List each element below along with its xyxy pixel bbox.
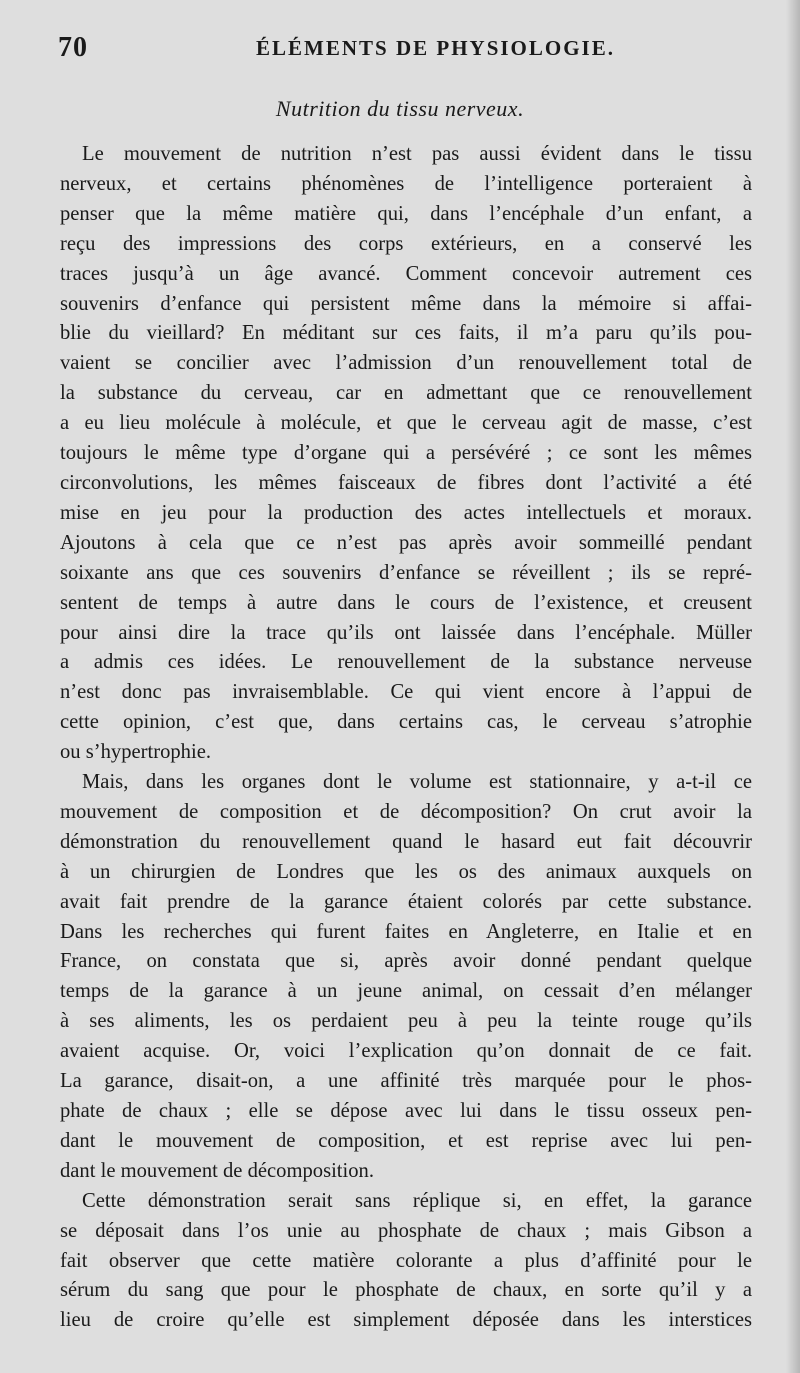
- text-line: reçu des impressions des corps extérieurs, en a conservé les: [60, 232, 752, 255]
- text-line: mise en jeu pour la production des actes intellectuels et moraux.: [60, 501, 752, 524]
- running-title: ÉLÉMENTS DE PHYSIOLOGIE.: [256, 36, 615, 60]
- text-line: Mais, dans les organes dont le volume est stationnaire, y a-t-il ce: [82, 771, 752, 794]
- text-line: phate de chaux ; elle se dépose avec lui dans le tissu osseux pen-: [60, 1100, 752, 1122]
- text-line: toujours le même type d’organe qui a persévéré ; ce sont les mêmes: [60, 442, 752, 465]
- text-line: a eu lieu molécule à molécule, et que le cerveau agit de masse, c’est: [60, 412, 752, 435]
- text-line: fait observer que cette matière colorante a plus d’affinité pour le: [60, 1249, 752, 1272]
- text-line: mouvement de composition et de décomposition? On crut avoir la: [60, 800, 752, 823]
- text-line: la substance du cerveau, car en admettant que ce renouvellement: [60, 382, 752, 405]
- text-line: penser que la même matière qui, dans l’encéphale d’un enfant, a: [60, 202, 752, 225]
- text-line: cette opinion, c’est que, dans certains cas, le cerveau s’atrophie: [60, 711, 752, 734]
- text-line: dant le mouvement de composition, et est reprise avec lui pen-: [60, 1129, 752, 1152]
- text-line: a admis ces idées. Le renouvellement de la substance nerveuse: [60, 651, 752, 674]
- page-edge-shadow: [786, 0, 800, 1373]
- text-line: La garance, disait-on, a une affinité très marquée pour le phos-: [60, 1070, 752, 1093]
- running-head: [58, 32, 758, 72]
- text-line: pour ainsi dire la trace qu’ils ont laissée dans l’encéphale. Müller: [60, 621, 752, 644]
- text-line: circonvolutions, les mêmes faisceaux de fibres dont l’activité a été: [60, 471, 752, 494]
- paragraph: [60, 768, 752, 1187]
- page-number: 70: [58, 32, 88, 63]
- body-text: [60, 140, 752, 1336]
- text-line: blie du vieillard? En méditant sur ces faits, il m’a paru qu’ils pou-: [60, 322, 752, 345]
- text-line: lieu de croire qu’elle est simplement déposée dans les interstices: [60, 1309, 752, 1332]
- text-line: temps de la garance à un jeune animal, on cessait d’en mélanger: [60, 980, 752, 1003]
- text-line: avait fait prendre de la garance étaient colorés par cette substance.: [60, 890, 752, 913]
- text-line: nerveux, et certains phénomènes de l’intelligence porteraient à: [60, 172, 752, 195]
- text-line: se déposait dans l’os unie au phosphate de chaux ; mais Gibson a: [60, 1219, 752, 1242]
- text-line: à un chirurgien de Londres que les os des animaux auxquels on: [60, 860, 752, 883]
- text-line: soixante ans que ces souvenirs d’enfance se réveillent ; ils se repré-: [60, 561, 752, 584]
- text-line: souvenirs d’enfance qui persistent même dans la mémoire si affai-: [60, 292, 752, 315]
- paragraph: [60, 1187, 752, 1337]
- text-line: Cette démonstration serait sans réplique si, en effet, la garance: [82, 1189, 752, 1212]
- text-line: à ses aliments, les os perdaient peu à peu la teinte rouge qu’ils: [60, 1010, 752, 1033]
- text-line: avaient acquise. Or, voici l’explication qu’on donnait de ce fait.: [60, 1040, 752, 1063]
- text-line: démonstration du renouvellement quand le hasard eut fait découvrir: [60, 830, 752, 853]
- text-line: sentent de temps à autre dans le cours de l’existence, et creusent: [60, 591, 752, 614]
- section-title: Nutrition du tissu nerveux.: [275, 96, 525, 121]
- text-line: vaient se concilier avec l’admission d’un renouvellement total de: [60, 352, 752, 375]
- text-line: Dans les recherches qui furent faites en Angleterre, en Italie et en: [60, 920, 752, 943]
- text-line: sérum du sang que pour le phosphate de chaux, en sorte qu’il y a: [60, 1279, 752, 1302]
- text-line: France, on constata que si, après avoir donné pendant quelque: [60, 950, 752, 973]
- text-line: dant le mouvement de décomposition.: [60, 1159, 374, 1182]
- paragraph: [60, 140, 752, 768]
- text-line: Ajoutons à cela que ce n’est pas après avoir sommeillé pendant: [60, 531, 752, 554]
- text-line: traces jusqu’à un âge avancé. Comment concevoir autrement ces: [60, 262, 752, 285]
- text-line: Le mouvement de nutrition n’est pas aussi évident dans le tissu: [82, 143, 752, 165]
- text-line: n’est donc pas invraisemblable. Ce qui vient encore à l’appui de: [60, 681, 752, 704]
- text-line: ou s’hypertrophie.: [60, 741, 211, 764]
